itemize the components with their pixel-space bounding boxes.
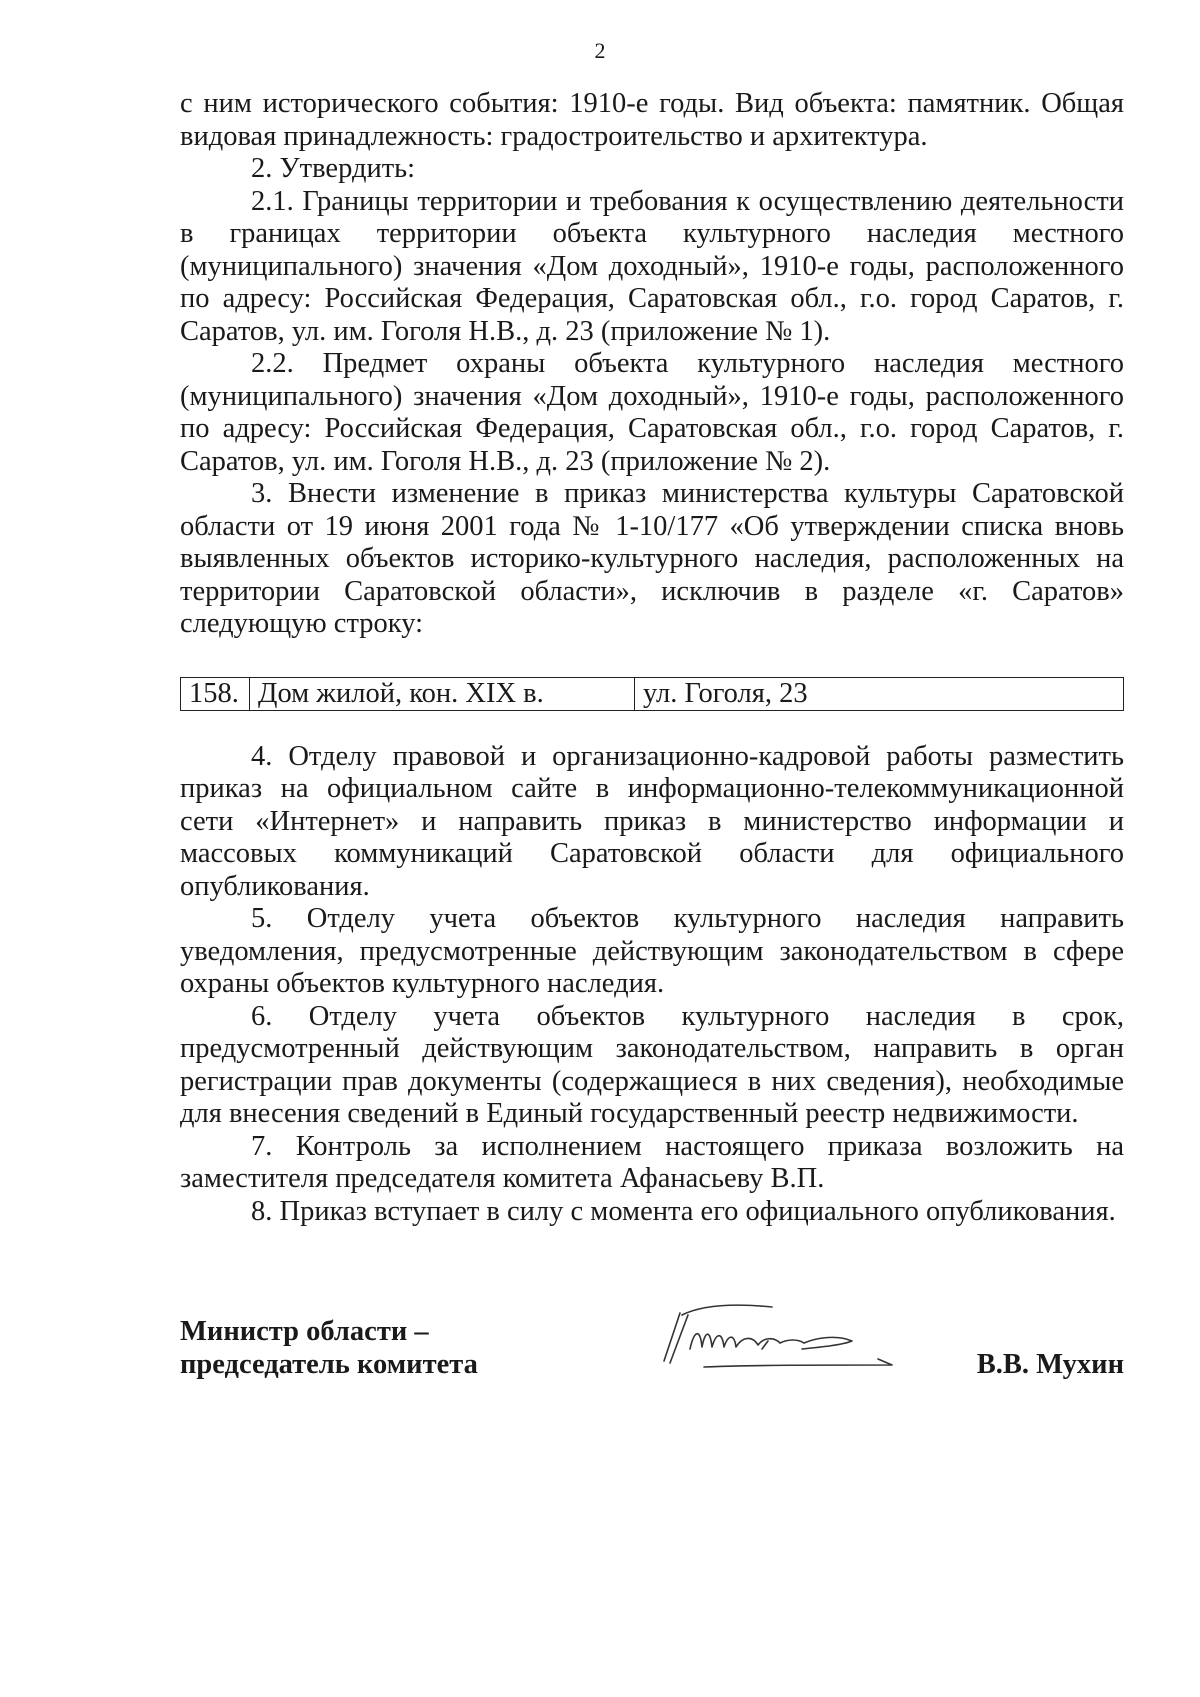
paragraph-3: 3. Внести изменение в приказ министерства культуры Саратовской области от 19 июня 2001 года № 1-10/177 «Об утверждении списка вновь выявленных объектов историко-культурного наследия, расположенных на территории Саратовской области», исключив в разделе «г. Саратов» следующую строку:	[180, 478, 1124, 639]
paragraph-6: 6. Отделу учета объектов культурного наследия в срок, предусмотренный действующим законодательством, направить в орган регистрации прав документы (содержащиеся в них сведения), необходимые для внесения сведений в Единый государственный реестр недвижимости.	[180, 1000, 1124, 1129]
page-number: 2	[594, 38, 606, 63]
table-cell-object-name: Дом жилой, кон. XIX в.	[250, 677, 635, 710]
signature-block	[180, 1315, 1124, 1395]
paragraph-2-2: 2.2. Предмет охраны объекта культурного наследия местного (муниципального) значения «Дом доходный», 1910-е годы, расположенного по адресу: Российская Федерация, Саратовская обл., г.о. город Саратов, г. Саратов, ул. им. Гоголя Н.В., д. 23 (приложение № 2).	[180, 348, 1124, 477]
paragraph-intro-continuation: с ним исторического события: 1910-е годы. Вид объекта: памятник. Общая видовая принадлежность: градостроительство и архитектура.	[180, 88, 1124, 152]
document-body	[180, 88, 1124, 1228]
signatory-title-line-1: Министр области –	[180, 1316, 429, 1347]
excluded-row-table-wrapper	[180, 677, 1124, 711]
paragraph-approve-heading: 2. Утвердить:	[251, 153, 416, 184]
excluded-row-table	[180, 677, 1124, 711]
paragraph-4: 4. Отделу правовой и организационно-кадровой работы разместить приказ на официальном сайте в информационно-телекоммуникационной сети «Интернет» и направить приказ в министерство информации и массовых коммуникаций Саратовской области для официального опубликования.	[180, 740, 1124, 902]
paragraph-2-1: 2.1. Границы территории и требования к осуществлению деятельности в границах территории объекта культурного наследия местного (муниципального) значения «Дом доходный», 1910-е годы, расположенного по адресу: Российская Федерация, Саратовская обл., г.о. город Саратов, г. Саратов, ул. им. Гоголя Н.В., д. 23 (приложение № 1).	[180, 185, 1124, 347]
table-row	[181, 677, 1124, 710]
table-cell-address: ул. Гоголя, 23	[635, 677, 1124, 710]
handwritten-signature	[642, 1291, 922, 1381]
paragraph-7: 7. Контроль за исполнением настоящего приказа возложить на заместителя председателя комитета Афанасьеву В.П.	[180, 1130, 1124, 1194]
signatory-name: В.В. Мухин	[976, 1349, 1124, 1380]
signatory-title	[180, 1315, 478, 1381]
paragraph-8: 8. Приказ вступает в силу с момента его официального опубликования.	[251, 1195, 1116, 1227]
paragraph-5: 5. Отделу учета объектов культурного наследия направить уведомления, предусмотренные действующим законодательством в сфере охраны объектов культурного наследия.	[180, 903, 1124, 999]
signatory-title-line-2: председатель комитета	[180, 1349, 478, 1380]
table-cell-number: 158.	[181, 677, 250, 710]
